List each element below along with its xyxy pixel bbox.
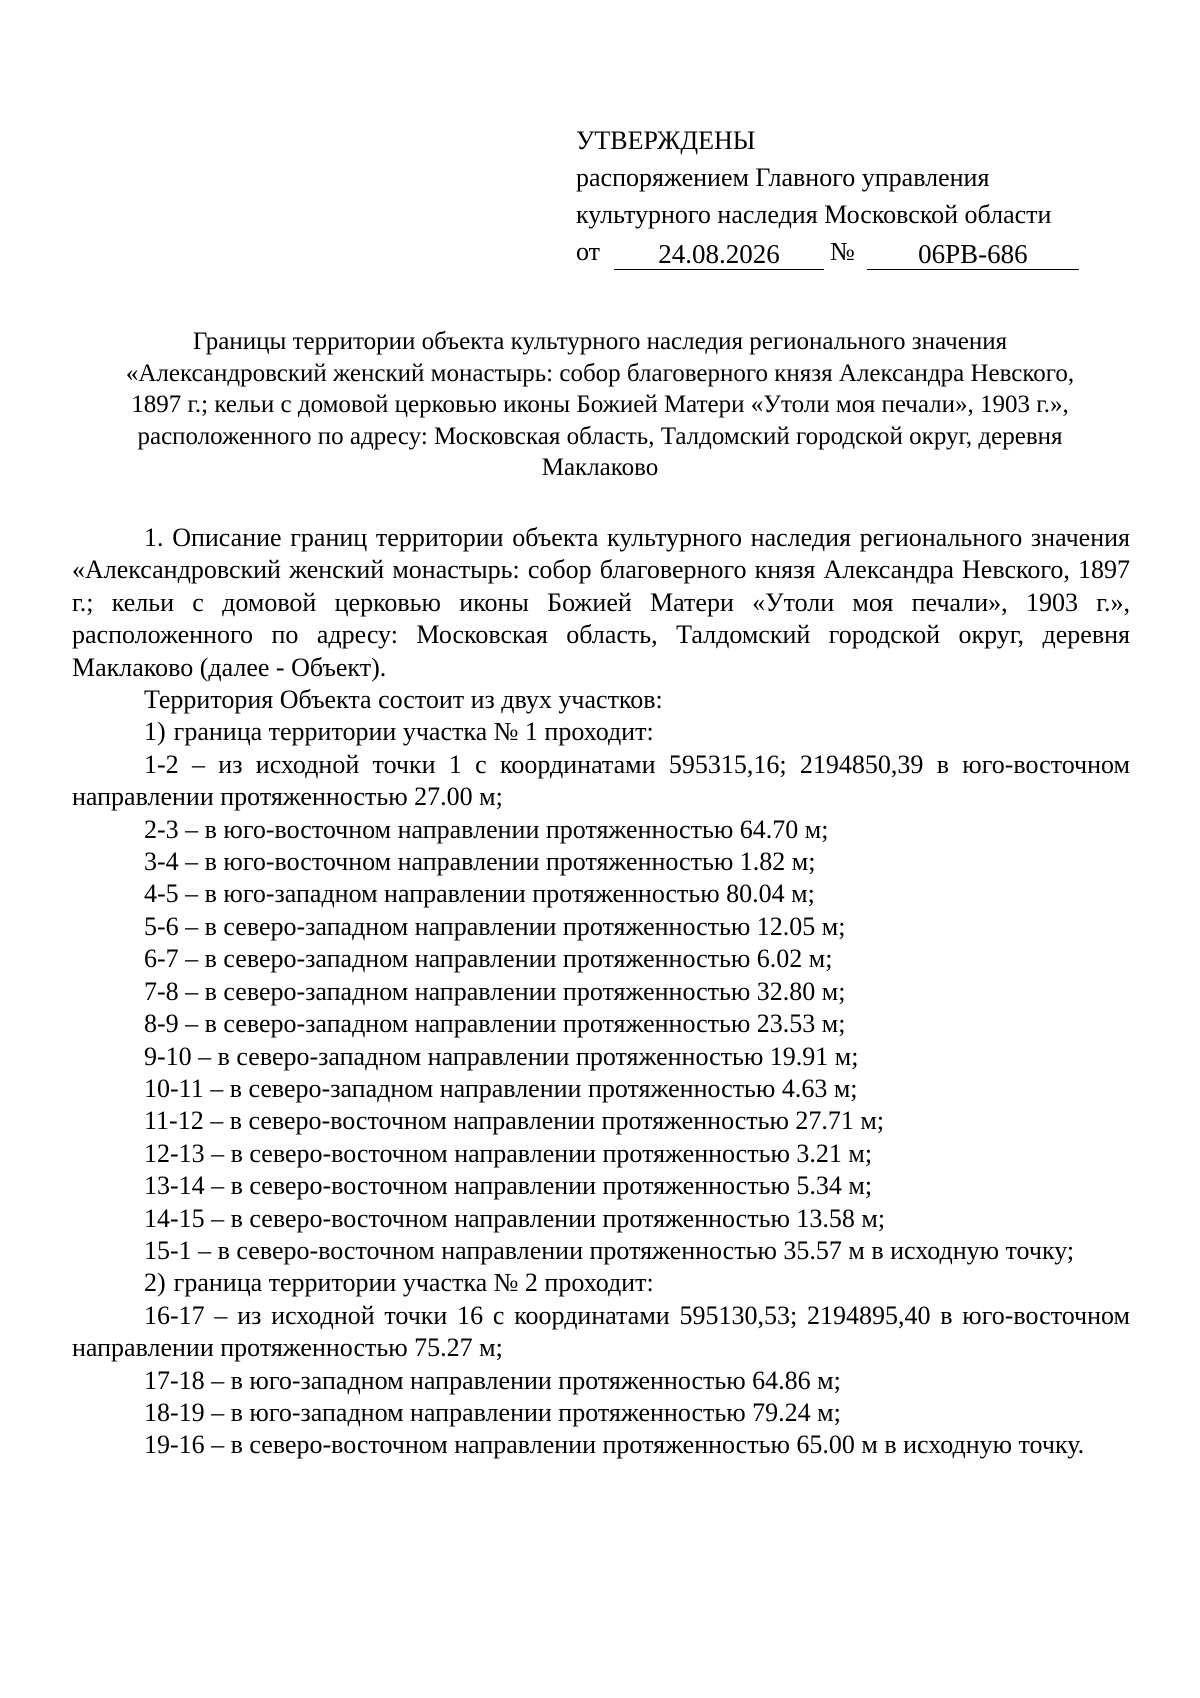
section-1-lines	[72, 814, 1130, 1235]
boundary-line: 12-13 – в северо-восточном направлении протяженностью 3.21 м;	[144, 1138, 873, 1168]
boundary-line: 14-15 – в северо-восточном направлении протяженностью 13.58 м;	[144, 1203, 886, 1233]
boundary-line: 9-10 – в северо-западном направлении протяженностью 19.91 м;	[144, 1041, 859, 1071]
section-2-lines	[72, 1365, 1130, 1430]
approval-line-1: распоряжением Главного управления	[576, 163, 990, 192]
boundary-line: 15-1 – в северо-восточном направлении протяженностью 35.57 м в исходную точку;	[144, 1235, 1075, 1265]
boundary-line: 13-14 – в северо-восточном направлении протяженностью 5.34 м;	[144, 1171, 873, 1201]
boundary-line: 2-3 – в юго-восточном направлении протяженностью 64.70 м;	[144, 814, 829, 844]
approval-date-line	[576, 233, 1079, 270]
approval-stamp	[576, 122, 1079, 270]
boundary-line: 7-8 – в северо-западном направлении протяженностью 32.80 м;	[144, 976, 846, 1006]
section-1-heading-text: граница территории участка № 1 проходит:	[173, 717, 654, 747]
boundary-line: 6-7 – в северо-западном направлении протяженностью 6.02 м;	[144, 944, 833, 974]
document-title: Границы территории объекта культурного наследия регионального значения «Александровский женский монастырь: собор благоверного князя Александра Невского, 1897 г.; кельи с домовой церковью иконы Божией Матери «Утоли моя печали», 1903 г.», расположенного по адресу: Московская область, Талдомский городской округ, деревня Маклаково	[125, 328, 1075, 481]
section-2-heading	[72, 1267, 1130, 1299]
boundary-line: 18-19 – в юго-западном направлении протяженностью 79.24 м;	[144, 1397, 841, 1427]
boundary-line: 4-5 – в юго-западном направлении протяженностью 80.04 м;	[144, 879, 815, 909]
section-1-heading	[72, 716, 1130, 748]
document-body	[72, 522, 1130, 1462]
intro-paragraph: 1. Описание границ территории объекта культурного наследия регионального значения «Александровский женский монастырь: собор благоверного князя Александра Невского, 1897 г.; кельи с домовой церковью иконы Божией Матери «Утоли моя печали», 1903 г.», расположенного по адресу: Московская область, Талдомский городской округ, деревня Маклаково (далее - Объект).	[72, 523, 1130, 682]
approval-line-2: культурного наследия Московской области	[576, 200, 1052, 229]
section-1-number: 1)	[144, 717, 166, 747]
boundary-line: 19-16 – в северо-восточном направлении протяженностью 65.00 м в исходную точку.	[144, 1430, 1085, 1460]
date-prefix: от	[576, 237, 601, 266]
composition-line: Территория Объекта состоит из двух участков:	[144, 685, 663, 715]
number-sign: №	[830, 237, 855, 266]
approval-heading: УТВЕРЖДЕНЫ	[576, 126, 756, 155]
boundary-line: 3-4 – в юго-восточном направлении протяженностью 1.82 м;	[144, 847, 816, 877]
approval-number: 06РВ-686	[867, 239, 1079, 270]
boundary-line: 1-2 – из исходной точки 1 с координатами 595315,16; 2194850,39 в юго-восточном направлении протяженностью 27.00 м;	[72, 749, 1130, 812]
boundary-line: 17-18 – в юго-западном направлении протяженностью 64.86 м;	[144, 1365, 841, 1395]
section-2-number: 2)	[144, 1268, 166, 1298]
boundary-line: 5-6 – в северо-западном направлении протяженностью 12.05 м;	[144, 911, 846, 941]
approval-date: 24.08.2026	[614, 239, 824, 270]
boundary-line: 16-17 – из исходной точки 16 с координатами 595130,53; 2194895,40 в юго-восточном направлении протяженностью 75.27 м;	[72, 1300, 1130, 1363]
boundary-line: 10-11 – в северо-западном направлении протяженностью 4.63 м;	[144, 1073, 858, 1103]
boundary-line: 8-9 – в северо-западном направлении протяженностью 23.53 м;	[144, 1009, 846, 1039]
section-2-heading-text: граница территории участка № 2 проходит:	[173, 1268, 654, 1298]
boundary-line: 11-12 – в северо-восточном направлении протяженностью 27.71 м;	[144, 1106, 885, 1136]
